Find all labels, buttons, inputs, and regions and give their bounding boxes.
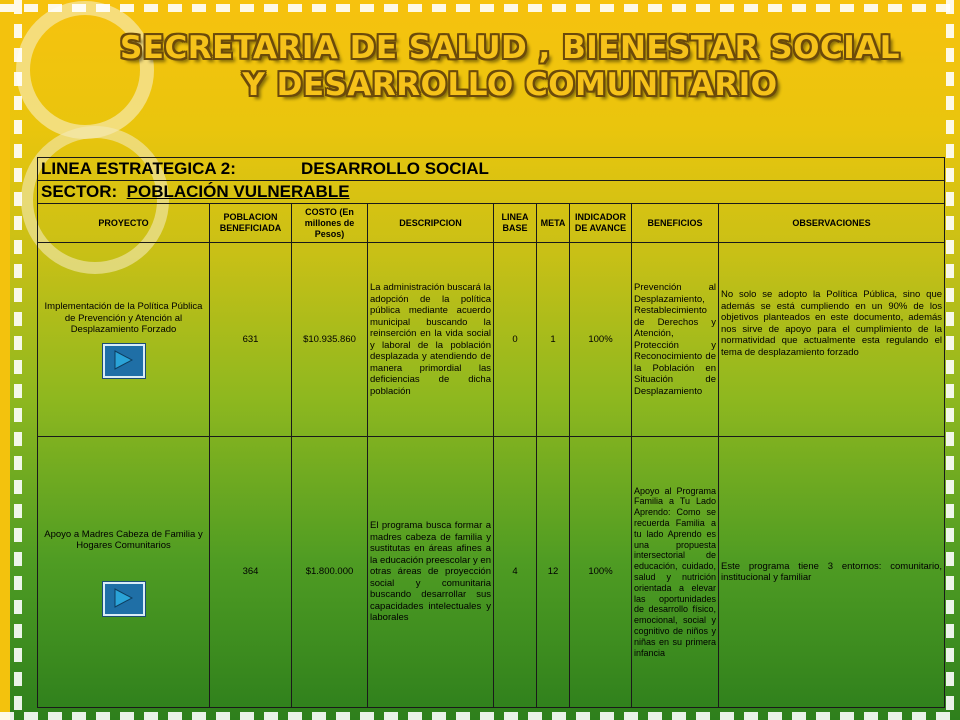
col-header-observaciones: OBSERVACIONES [719, 204, 945, 243]
col-header-linea-base: LINEA BASE [494, 204, 537, 243]
nav-button[interactable] [103, 582, 145, 616]
column-header-row [38, 204, 945, 243]
poblacion-cell: 631 [210, 243, 292, 437]
linea-row [38, 158, 945, 181]
linea-label: LINEA ESTRATEGICA 2: [41, 159, 236, 179]
proyecto-cell [38, 437, 210, 708]
proyecto-text: Apoyo a Madres Cabeza de Familia y Hogares Comunitarios [44, 528, 203, 551]
col-header-costo: COSTO (En millones de Pesos) [292, 204, 368, 243]
indicador-cell: 100% [570, 243, 632, 437]
sector-row [38, 181, 945, 204]
project-table [37, 157, 945, 708]
linea-base-cell: 4 [494, 437, 537, 708]
play-arrow-icon [113, 350, 133, 370]
costo-cell: $10.935.860 [292, 243, 368, 437]
col-header-beneficios: BENEFICIOS [632, 204, 719, 243]
dashed-border-right [946, 0, 954, 720]
col-header-poblacion: POBLACION BENEFICIADA [210, 204, 292, 243]
dashed-border-bottom [0, 712, 960, 720]
col-header-meta: META [537, 204, 570, 243]
sector-label: SECTOR: [41, 182, 118, 202]
indicador-cell: 100% [570, 437, 632, 708]
project-table-container [37, 157, 944, 708]
poblacion-cell: 364 [210, 437, 292, 708]
table-row [38, 437, 945, 708]
descripcion-cell: El programa busca formar a madres cabeza de familia y sustitutas en áreas afines a la educación preescolar y en otras áreas de proyección social y comunitaria buscando desarrollar sus capacidades intelectuales y laborales [368, 437, 494, 708]
linea-base-cell: 0 [494, 243, 537, 437]
dashed-border-left [14, 0, 22, 720]
beneficios-cell: Prevención al Desplazamiento, Restablecimiento de Derechos y Atención, Protección y Reconocimiento de la Población en Situación de Desplazamiento [632, 243, 719, 437]
meta-cell: 1 [537, 243, 570, 437]
costo-cell: $1.800.000 [292, 437, 368, 708]
observaciones-cell: No solo se adopto la Política Pública, sino que además se está cumpliendo en un 90% de los objetivos planteados en este documento, además nos sirve de apoyo para el cumplimiento de la normatividad que actualmente esta regulando el tema de desplazamiento forzado [719, 243, 945, 437]
page-title [100, 30, 920, 104]
observaciones-cell: Este programa tiene 3 entornos: comunitario, institucional y familiar [719, 437, 945, 708]
table-row [38, 243, 945, 437]
col-header-descripcion: DESCRIPCION [368, 204, 494, 243]
linea-value: DESARROLLO SOCIAL [301, 159, 489, 179]
title-line-2: Y DESARROLLO COMUNITARIO [242, 67, 778, 103]
proyecto-text: Implementación de la Política Pública de Prevención y Atención al Desplazamiento Forzado [44, 301, 203, 336]
proyecto-cell [38, 243, 210, 437]
col-header-proyecto: PROYECTO [38, 204, 210, 243]
play-arrow-icon [113, 588, 133, 608]
title-line-1: SECRETARIA DE SALUD , BIENESTAR SOCIAL [119, 30, 901, 66]
sector-value: POBLACIÓN VULNERABLE [126, 182, 350, 202]
col-header-indicador: INDICADOR DE AVANCE [570, 204, 632, 243]
meta-cell: 12 [537, 437, 570, 708]
descripcion-cell: La administración buscará la adopción de la política pública mediante acuerdo municipal buscando la reinserción en la vida social y laboral de la población desplazada y atendiendo de manera primordial las deficiencias de dicha población [368, 243, 494, 437]
dashed-border-top [0, 4, 960, 12]
beneficios-cell: Apoyo al Programa Familia a Tu Lado Aprendo: Como se recuerda Familia a tu lado Aprendo es una propuesta intersectorial de educación, cuidado, salud y nutrición orientada a elevar las oportunidades de desarrollo físico, emocional, social y cognitivo de niños y niñas en su primera infancia [632, 437, 719, 708]
nav-button[interactable] [103, 344, 145, 378]
